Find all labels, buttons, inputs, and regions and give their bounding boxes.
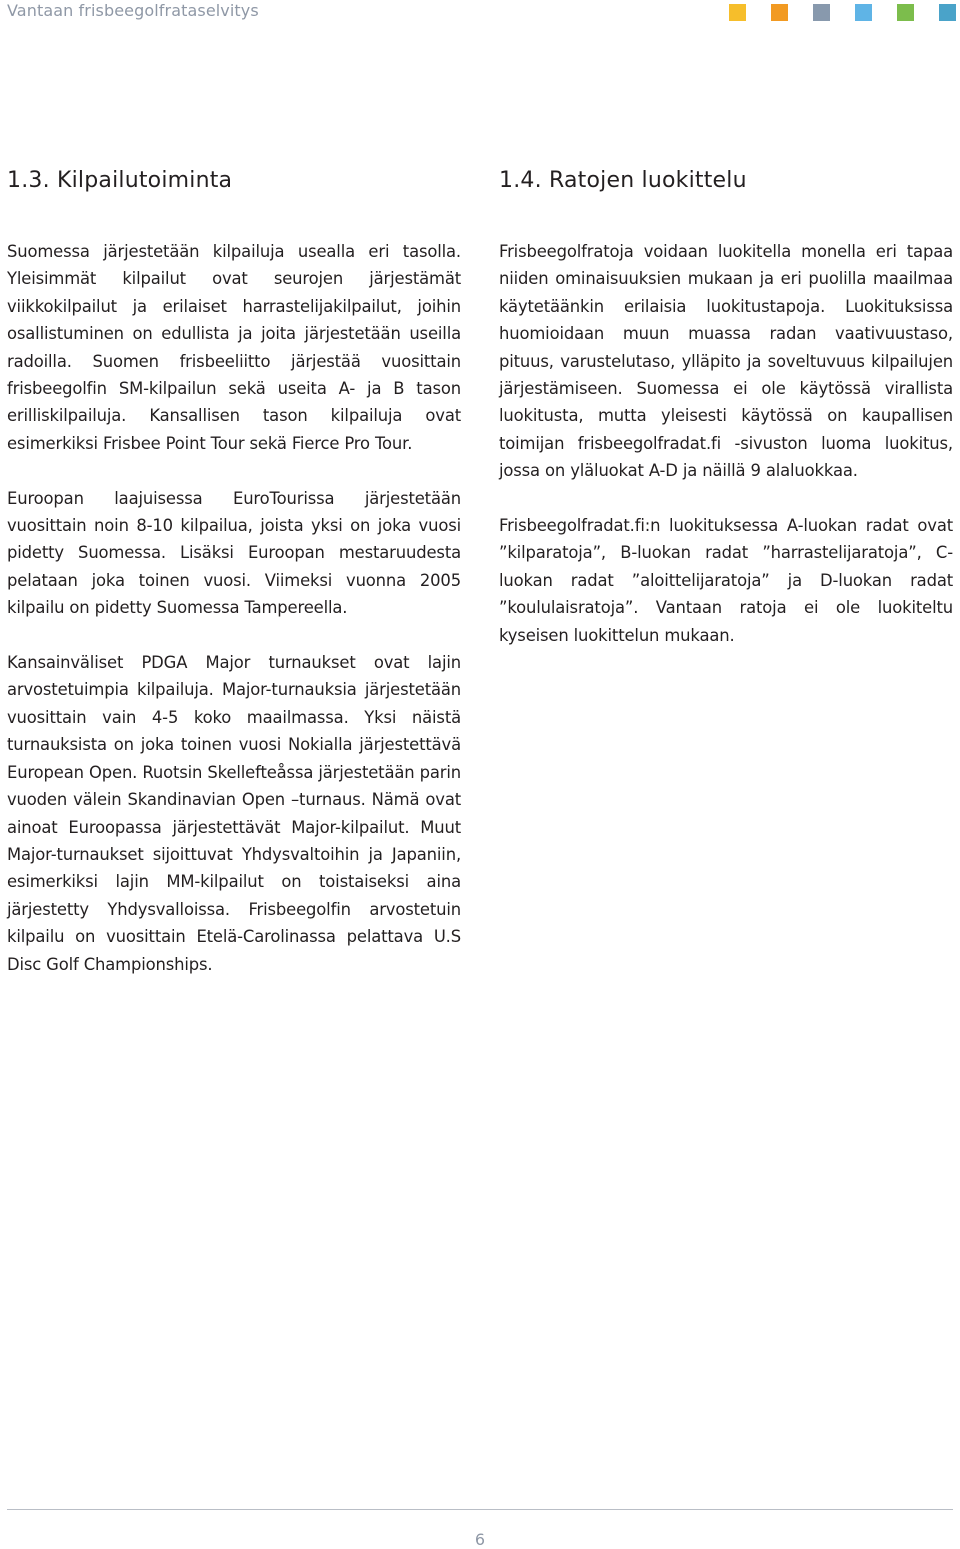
section-ratojen-luokittelu (499, 166, 953, 676)
paragraph: Suomessa järjestetään kilpailuja usealla eri tasolla. Yleisimmät kilpailut ovat seurojen järjestämät viikkokilpailut ja erilaiset harrastelijakilpailut, joihin osallistuminen on edullista ja joita järjestetään useilla radoilla. Suomen frisbeeliitto järjestää vuosittain frisbeegolfin SM-kilpailun sekä useita A- ja B tason erilliskilpailuja. Kansallisen tason kilpailuja ovat esimerkiksi Frisbee Point Tour sekä Fierce Pro Tour. (7, 242, 461, 453)
yellow-swatch (729, 4, 746, 21)
slate-swatch (813, 4, 830, 21)
footer-divider (7, 1509, 953, 1510)
green-swatch (897, 4, 914, 21)
paragraph: Frisbeegolfratoja voidaan luokitella monella eri tapaa niiden ominaisuuksien mukaan ja eri puolilla maailmaa käytetäänkin erilaisia luokitustapoja. Luokituksissa huomioidaan muun muassa radan vaativuustaso, pituus, varustelutaso, ylläpito ja soveltuvuus kilpailujen järjestämiseen. Suomessa ei ole käytössä virallista luokitusta, mutta yleisesti käytössä on kaupallisen toimijan frisbeegolfradat.fi -sivuston luoma luokitus, jossa on yläluokat A-D ja näillä 9 alaluokkaa. (499, 242, 953, 481)
color-swatch-strip (729, 4, 956, 21)
paragraph: Kansainväliset PDGA Major turnaukset ovat lajin arvostetuimpia kilpailuja. Major-turnauksia järjestetään vuosittain vain 4-5 koko maailmassa. Yksi näistä turnauksista on joka toinen vuosi Nokialla järjestettävä European Open. Ruotsin Skellefteåssa järjestetään parin vuoden välein Skandinavian Open –turnaus. Nämä ovat ainoat Euroopassa järjestettävät Major-kilpailut. Muut Major-turnaukset sijoittuvat Yhdysvaltoihin ja Japaniin, esimerkiksi lajin MM-kilpailut on toistaiseksi aina järjestetty Yhdysvalloissa. Frisbeegolfin arvostetuin kilpailu on vuosittain Etelä-Carolinassa pelattava U.S Disc Golf Championships. (7, 653, 461, 974)
page-number: 6 (474, 1530, 486, 1549)
section-kilpailutoiminta (7, 166, 461, 1005)
section-heading: 1.4. Ratojen luokittelu (499, 168, 747, 193)
orange-swatch (771, 4, 788, 21)
sky-swatch (855, 4, 872, 21)
paragraph: Euroopan laajuisessa EuroTourissa järjestetään vuosittain noin 8-10 kilpailua, joista yksi on joka vuosi pidetty Suomessa. Lisäksi Euroopan mestaruudesta pelataan joka toinen vuosi. Viimeksi vuonna 2005 kilpailu on pidetty Suomessa Tampereella. (7, 488, 461, 618)
paragraph: Frisbeegolfradat.fi:n luokituksessa A-luokan radat ovat ”kilparatoja”, B-luokan radat ”harrastelijaratoja”, C-luokan radat ”aloittelijaratoja” ja D-luokan radat ”koululaisratoja”. Vantaan ratoja ei ole luokiteltu kyseisen luokittelun mukaan. (499, 516, 953, 645)
teal-swatch (939, 4, 956, 21)
section-heading: 1.3. Kilpailutoiminta (7, 168, 233, 193)
document-title: Vantaan frisbeegolfrataselvitys (7, 1, 259, 20)
